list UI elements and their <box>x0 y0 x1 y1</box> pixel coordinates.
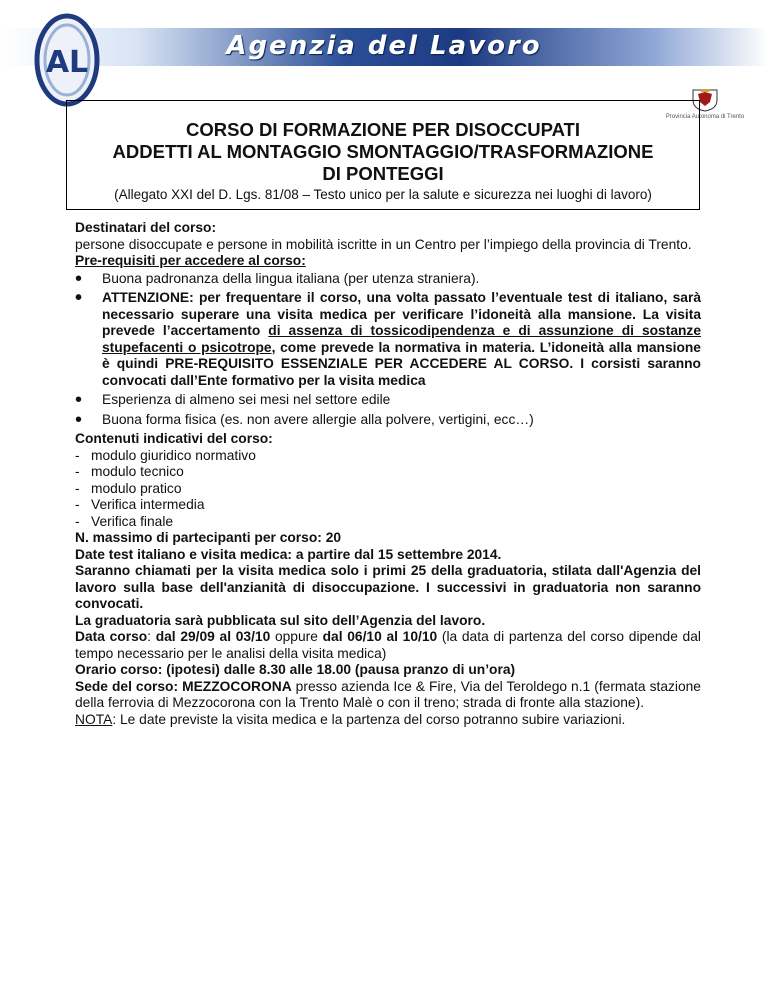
recipients-heading: Destinatari del corso: <box>75 220 217 235</box>
nota <box>75 712 701 729</box>
test-dates: Date test italiano e visita medica: a partire dal 15 settembre 2014. <box>75 546 502 562</box>
course-location <box>75 679 701 712</box>
nota-label: NOTA <box>75 711 113 727</box>
nota-text: : Le date previste la visita medica e la partenza del corso potranno subire variazioni. <box>112 711 626 727</box>
title-box <box>66 100 700 210</box>
list-item: - modulo pratico <box>75 481 701 498</box>
course-date-oppure: oppure <box>270 629 323 644</box>
list-item <box>75 392 701 409</box>
crest-caption: Provincia Autonoma di Trento <box>665 114 745 120</box>
attention-text-2: , come prevede la normativa in materia. L’idoneità alla mansione è quindi PRE-REQUISITO ESSENZIALE PER ACCEDERE AL CORSO. I corsisti saranno convocati dall’Ente formativo per la visita medica <box>102 339 701 388</box>
prerequisites-heading: Pre-requisiti per accedere al corso: <box>75 253 306 268</box>
ranking-text: Saranno chiamati per la visita medica solo i primi 25 della graduatoria, stilata dall'Agenzia del lavoro sulla base dell'anzianità di disoccupazione. I successivi in graduatoria non saranno convocati. <box>75 563 701 611</box>
attention-text-1: ATTENZIONE: per frequentare il corso, una volta passato l’eventuale test di italiano, sarà necessario superare una visita medica per verificare l’idoneità alla mansione. La visita prevede l’accertamento <box>102 290 701 338</box>
document-body <box>75 220 701 728</box>
course-date-range-2: dal 06/10 al 10/10 <box>322 629 438 644</box>
course-date-note: (la data di partenza del corso dipende dal tempo necessario per le analisi della visita medica) <box>75 629 701 661</box>
list-item <box>75 290 701 389</box>
list-item: - modulo tecnico <box>75 464 701 481</box>
course-date-colon: : <box>147 629 156 644</box>
prerequisite-language: Buona padronanza della lingua italiana (per utenza straniera). <box>102 270 480 286</box>
list-item: - Verifica finale <box>75 514 701 531</box>
course-date <box>75 629 701 662</box>
logo-text: AL <box>45 45 89 80</box>
agency-logo <box>32 12 102 108</box>
prerequisite-experience: Esperienza di almeno sei mesi nel settore edile <box>102 392 391 407</box>
course-schedule: Orario corso: (ipotesi) dalle 8.30 alle 18.00 (pausa pranzo di un’ora) <box>75 662 516 677</box>
prerequisite-fitness: Buona forma fisica (es. non avere allergie alla polvere, vertigini, ecc…) <box>102 411 534 427</box>
course-date-range-1: dal 29/09 al 03/10 <box>155 629 271 644</box>
location-label: Sede del corso: MEZZOCORONA <box>75 678 292 694</box>
ranking-publication: La graduatoria sarà pubblicata sul sito dell’Agenzia del lavoro. <box>75 612 486 628</box>
legal-reference: (Allegato XXI del D. Lgs. 81/08 – Testo unico per la salute e sicurezza nei luoghi di lavoro) <box>114 187 652 202</box>
agency-title: Agenzia del Lavoro <box>226 31 542 61</box>
recipients-text: persone disoccupate e persone in mobilità iscritte in un Centro per l’impiego della provincia di Trento. <box>75 236 692 252</box>
contents-heading: Contenuti indicativi del corso: <box>75 431 273 446</box>
list-item: - Verifica intermedia <box>75 497 701 514</box>
max-participants: N. massimo di partecipanti per corso: 20 <box>75 530 342 545</box>
location-text: presso azienda Ice & Fire, Via del Teroldego n.1 (fermata stazione della ferrovia di Mezzocorona con la Trento Malè o con il treno; strada di fronte alla stazione). <box>75 678 701 710</box>
course-title: CORSO DI FORMAZIONE PER DISOCCUPATI ADDETTI AL MONTAGGIO SMONTAGGIO/TRASFORMAZIONE DI PONTEGGI <box>112 119 654 184</box>
list-item: - modulo giuridico normativo <box>75 448 701 465</box>
list-item <box>75 412 701 429</box>
list-item <box>75 271 701 288</box>
attention-underlined: di assenza di tossicodipendenza e di assunzione di sostanze stupefacenti o psicotrope <box>102 323 701 355</box>
prerequisites-list <box>75 271 701 429</box>
course-date-label: Data corso <box>75 629 148 644</box>
contents-list <box>75 448 701 531</box>
